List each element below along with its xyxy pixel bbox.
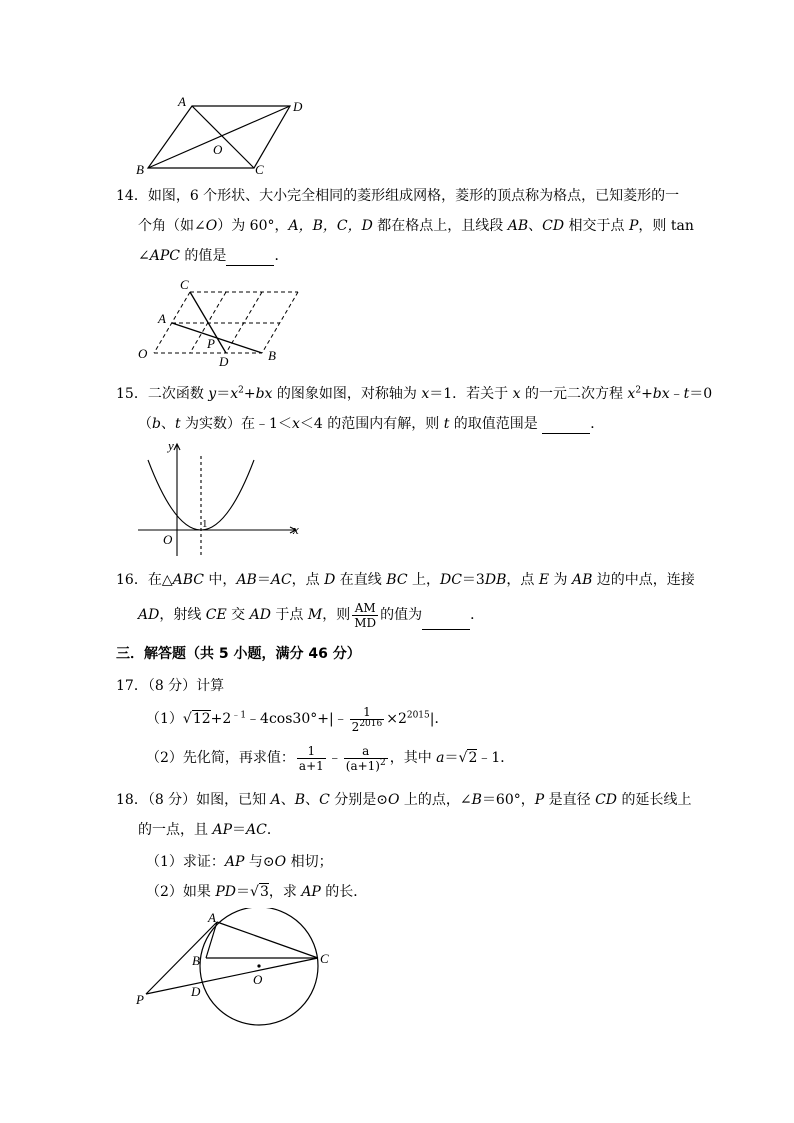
fraction-am-md: $\frac{AM}{MD}$ xyxy=(354,600,377,630)
label-d: D xyxy=(219,354,229,369)
label-d: D xyxy=(293,99,303,114)
q14-line1: 14．如图，6 个形状、大小完全相同的菱形组成网格，菱形的顶点称为格点，已知菱形的一 xyxy=(116,188,680,204)
q17-part2: （2）先化简，再求值： $\frac{1}{a+1}$ ﹣ $\frac{a}{(a+1)^2}$ ，其中 a＝√2﹣1． xyxy=(146,743,515,773)
parallelogram-figure xyxy=(130,92,320,178)
rhombus-grid-figure xyxy=(130,276,300,370)
label-p: P xyxy=(207,336,215,351)
label-b: B xyxy=(192,953,200,968)
label-a: A xyxy=(208,910,216,925)
label-c: C xyxy=(180,277,189,292)
label-b: B xyxy=(136,162,144,177)
sqrt-sign: √ xyxy=(250,884,259,900)
answer-blank xyxy=(422,615,470,630)
label-d: D xyxy=(191,984,201,999)
label-c: C xyxy=(255,162,264,177)
label-a: A xyxy=(178,94,186,109)
label-p: P xyxy=(136,992,144,1007)
fraction-1-over-a-plus-1: $\frac{1}{a+1}$ xyxy=(298,743,324,773)
x-axis-label: x xyxy=(293,522,299,537)
label-o: O xyxy=(138,346,148,361)
fraction-a-over-a-plus-1-squared: $\frac{a}{(a+1)^2}$ xyxy=(345,743,386,773)
section-heading: 三．解答题（共 5 小题，满分 46 分） xyxy=(116,646,361,662)
q16-line2: AD，射线 CE 交 AD 于点 M，则 $\frac{AM}{MD}$ 的值为 ． xyxy=(138,600,485,630)
q18-number: 18． xyxy=(116,792,148,808)
label-c: C xyxy=(320,951,329,966)
q15-line1: 15．二次函数 $y=x^2+bx$ 的图象如图，对称轴为 x＝1．若关于 x 的一元二次方程 $x^2+bx﹣t=0$ xyxy=(116,385,713,402)
sqrt-sign: √ xyxy=(182,711,192,727)
tick-one-label: 1 xyxy=(202,518,208,530)
label-a: A xyxy=(158,311,166,326)
q14-line2: 个角（如∠O）为 60°，A，B，C，D 都在格点上，且线段 AB、CD 相交于点 P，则 tan xyxy=(138,218,694,234)
parabola-figure xyxy=(130,438,305,560)
q16-number: 16． xyxy=(116,572,148,588)
label-o: O xyxy=(213,142,223,157)
answer-blank xyxy=(226,251,274,266)
y-axis-label: y xyxy=(168,438,174,453)
q14-line3: ∠APC 的值是 ． xyxy=(138,248,289,264)
q17-line1: 17．（8 分）计算 xyxy=(116,678,225,694)
fraction-1-over-2pow2016: $\frac{1}{2^{2016}}$ xyxy=(351,704,383,734)
q15-number: 15． xyxy=(116,386,148,402)
label-b: B xyxy=(268,348,276,363)
circle-tangent-figure xyxy=(130,908,340,1032)
q18-line2: 的一点，且 AP＝AC． xyxy=(138,822,281,838)
q15-line2: （b、t 为实数）在﹣1＜x＜4 的范围内有解，则 t 的取值范围是 ． xyxy=(138,416,605,432)
origin-label: O xyxy=(163,532,173,547)
q18-sub2: （2）如果 PD＝√3，求 AP 的长． xyxy=(146,884,368,900)
q17-part1: $(1)√12+2^{﹣1}﹣4\cos 30^\circ+|﹣$ $\frac{1}{2^{2016}}$ $\times 2^{2015}|$． xyxy=(146,704,449,734)
q17-number: 17． xyxy=(116,678,148,694)
sqrt-sign: √ xyxy=(458,750,468,766)
label-o: O xyxy=(253,972,263,987)
q18-sub1: （1）求证：AP 与⊙O 相切； xyxy=(146,854,333,870)
q14-number: 14． xyxy=(116,188,148,204)
answer-blank xyxy=(542,419,590,434)
q18-line1: 18．（8 分）如图，已知 A、B、C 分别是⊙O 上的点，∠B＝60°，P 是直径 CD 的延长线上 xyxy=(116,792,692,808)
q16-line1: 16．在△ABC 中，AB＝AC，点 D 在直线 BC 上，DC＝3DB，点 E 为 AB 边的中点，连接 xyxy=(116,572,695,588)
